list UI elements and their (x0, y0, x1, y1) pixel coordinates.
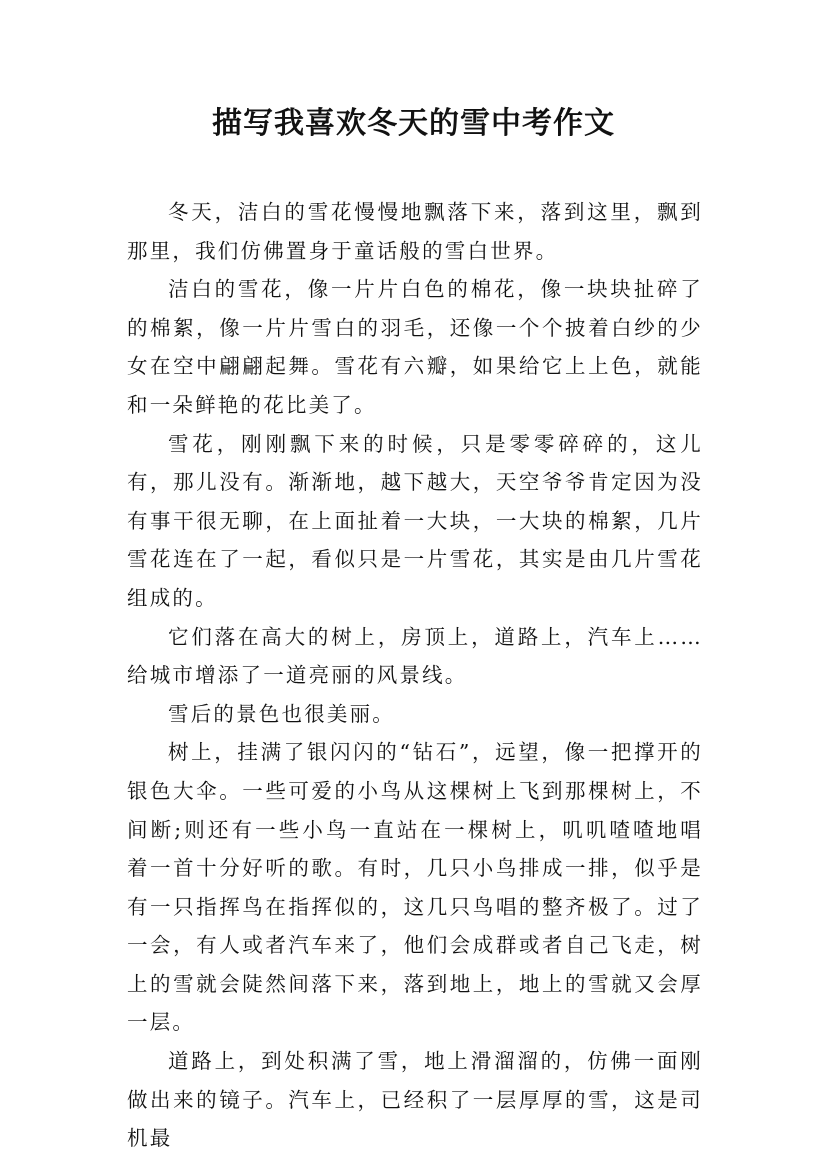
paragraph-2: 洁白的雪花，像一片片白色的棉花，像一块块扯碎了的棉絮，像一片片雪白的羽毛，还像一个个披着白纱的少女在空中翩翩起舞。雪花有六瓣，如果给它上上色，就能和一朵鲜艳的花比美了。 (127, 277, 703, 417)
paragraph-6: 树上，挂满了银闪闪的“钻石”，远望，像一把撑开的银色大伞。一些可爱的小鸟从这棵树上飞到那棵树上，不间断;则还有一些小鸟一直站在一棵树上，叽叽喳喳地唱着一首十分好听的歌。有时，几只小鸟排成一排，似乎是有一只指挥鸟在指挥似的，这几只鸟唱的整齐极了。过了一会，有人或者汽车来了，他们会成群或者自己飞走，树上的雪就会陡然间落下来，落到地上，地上的雪就又会厚一层。 (127, 740, 703, 1035)
paragraph-5: 雪后的景色也很美丽。 (168, 701, 395, 726)
paragraph-3: 雪花，刚刚飘下来的时候，只是零零碎碎的，这儿有，那儿没有。渐渐地，越下越大，天空爷爷肯定因为没有事干很无聊，在上面扯着一大块，一大块的棉絮，几片雪花连在了一起，看似只是一片雪花，其实是由几片雪花组成的。 (127, 431, 703, 610)
paragraph-7: 道路上，到处积满了雪，地上滑溜溜的，仿佛一面刚做出来的镜子。汽车上，已经积了一层厚厚的雪，这是司机最 (127, 1049, 703, 1151)
essay-body (127, 193, 703, 1158)
paragraph-4: 它们落在高大的树上，房顶上，道路上，汽车上……给城市增添了一道亮丽的风景线。 (127, 624, 703, 688)
paragraph-1: 冬天，洁白的雪花慢慢地飘落下来，落到这里，飘到那里，我们仿佛置身于童话般的雪白世界。 (127, 200, 703, 263)
page-title: 描写我喜欢冬天的雪中考作文 (212, 106, 615, 141)
